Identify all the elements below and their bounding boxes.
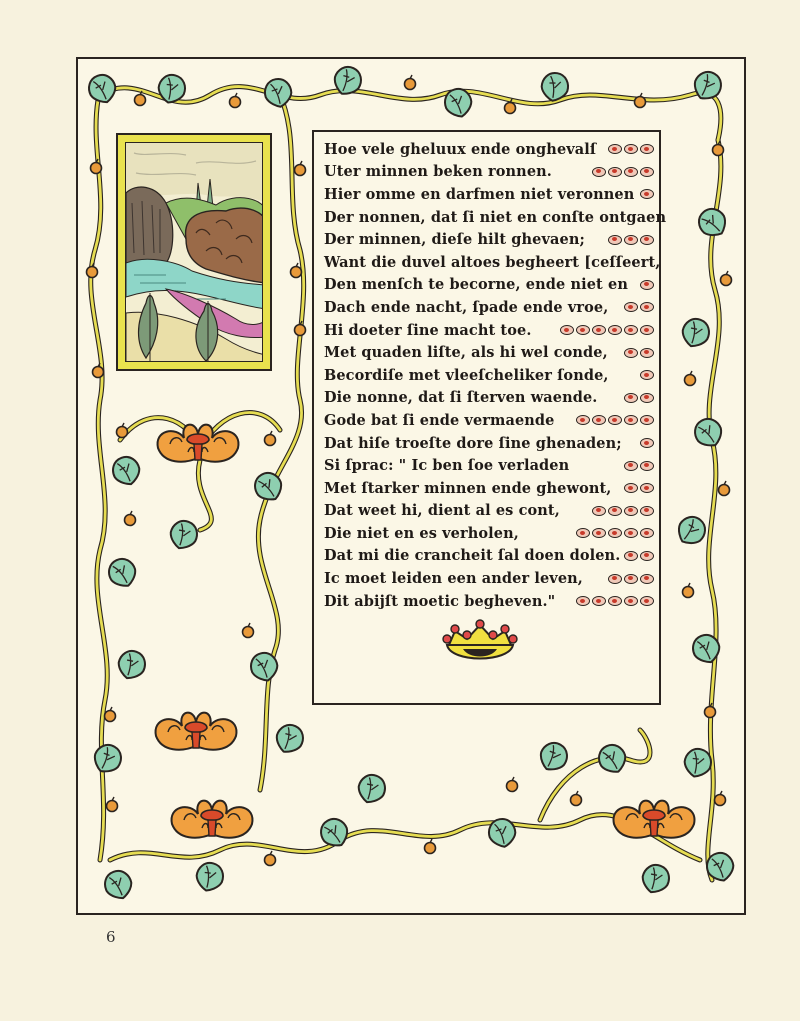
line-filler (620, 551, 654, 561)
eye-ornament-icon (624, 393, 638, 403)
eye-ornament-icon (640, 574, 654, 584)
verse-text: Die niet en es verholen, (324, 524, 519, 542)
verse-text: Met quaden liſte, als hi wel conde, (324, 344, 608, 362)
line-filler (560, 506, 654, 516)
eye-ornament-icon (624, 551, 638, 561)
eye-ornament-icon (608, 574, 622, 584)
eye-ornament-icon (592, 167, 606, 177)
eye-ornament-icon (592, 596, 606, 606)
line-filler (596, 144, 654, 154)
verse-line (324, 296, 654, 319)
verse-line (324, 409, 654, 432)
eye-ornament-icon (592, 325, 606, 335)
verse-line (324, 183, 654, 206)
eye-ornament-icon (592, 528, 606, 538)
verse-text: Dach ende nacht, ſpade ende vroe, (324, 298, 609, 316)
line-filler (531, 325, 654, 335)
verse-text: Uter minnen beken ronnen. (324, 163, 552, 181)
eye-ornament-icon (592, 415, 606, 425)
poem-text-frame (312, 130, 667, 705)
eye-ornament-icon (608, 415, 622, 425)
eye-ornament-icon (576, 325, 590, 335)
verse-line (324, 138, 654, 161)
eye-ornament-icon (640, 415, 654, 425)
eye-ornament-icon (624, 235, 638, 245)
verse-text: Ic moet leiden een ander leven, (324, 570, 583, 588)
eye-ornament-icon (608, 596, 622, 606)
eye-ornament-icon (640, 393, 654, 403)
eye-ornament-icon (576, 528, 590, 538)
verse-text: Dat hiſe troeſte dore ſine ghenaden; (324, 434, 622, 452)
eye-ornament-icon (608, 506, 622, 516)
crown-icon (441, 619, 519, 665)
eye-ornament-icon (624, 167, 638, 177)
eye-ornament-icon (640, 461, 654, 471)
line-filler (519, 528, 654, 538)
verse-line (324, 274, 654, 297)
verse-text: Dit abijſt moetic begheven." (324, 592, 556, 610)
eye-ornament-icon (640, 144, 654, 154)
eye-ornament-icon (640, 302, 654, 312)
eye-ornament-icon (608, 325, 622, 335)
eye-ornament-icon (640, 370, 654, 380)
verse-line (324, 590, 654, 613)
verse-text: Dat mi die crancheit ſal doen dolen. (324, 547, 621, 565)
verse-text: Met ſtarker minnen ende ghewont, (324, 479, 612, 497)
eye-ornament-icon (640, 596, 654, 606)
eye-ornament-icon (640, 483, 654, 493)
poem-verses (324, 138, 667, 612)
eye-ornament-icon (560, 325, 574, 335)
line-filler (569, 461, 654, 471)
landscape-with-cypress-trees-icon (126, 143, 263, 362)
eye-ornament-icon (608, 167, 622, 177)
verse-text: Der minnen, dieſe hilt ghevaen; (324, 231, 585, 249)
eye-ornament-icon (624, 415, 638, 425)
verse-line (324, 206, 667, 229)
verse-line (324, 319, 654, 342)
verse-line (324, 251, 661, 274)
line-filler (628, 280, 654, 290)
verse-line (324, 500, 654, 523)
verse-line (324, 341, 654, 364)
line-filler (554, 415, 654, 425)
eye-ornament-icon (624, 348, 638, 358)
eye-ornament-icon (624, 483, 638, 493)
verse-text: Dat weet hi, dient al es cont, (324, 502, 560, 520)
eye-ornament-icon (624, 144, 638, 154)
line-filler (552, 167, 654, 177)
eye-ornament-icon (640, 325, 654, 335)
line-filler (611, 483, 654, 493)
verse-text: Der nonnen, dat ſi niet en conſte ontgaen (324, 208, 667, 226)
verse-line (324, 432, 654, 455)
verse-line (324, 161, 654, 184)
verse-text: Si ſprac: " Ic ben ſoe verladen (324, 457, 570, 475)
verse-text: Hi doeter ſine macht toe. (324, 321, 532, 339)
verse-text: Hier omme en darfmen niet veronnen (324, 185, 635, 203)
verse-text: Gode bat ſi ende vermaende (324, 411, 555, 429)
eye-ornament-icon (624, 574, 638, 584)
line-filler (585, 235, 654, 245)
line-filler (583, 574, 654, 584)
eye-ornament-icon (576, 415, 590, 425)
verse-text: Becordiſe met vleeſcheliker ſonde, (324, 366, 609, 384)
illustration-frame (116, 133, 272, 371)
line-filler (608, 348, 654, 358)
verse-line (324, 387, 654, 410)
line-filler (597, 393, 654, 403)
eye-ornament-icon (592, 506, 606, 516)
verse-line (324, 545, 654, 568)
verse-line (324, 454, 654, 477)
eye-ornament-icon (608, 528, 622, 538)
eye-ornament-icon (640, 528, 654, 538)
line-filler (555, 596, 654, 606)
page-number: 6 (106, 928, 116, 946)
verse-line (324, 228, 654, 251)
eye-ornament-icon (624, 528, 638, 538)
verse-text: Die nonne, dat ſi ſterven waende. (324, 389, 598, 407)
eye-ornament-icon (640, 235, 654, 245)
verse-line (324, 477, 654, 500)
eye-ornament-icon (640, 348, 654, 358)
eye-ornament-icon (640, 438, 654, 448)
eye-ornament-icon (624, 302, 638, 312)
line-filler (609, 370, 654, 380)
eye-ornament-icon (640, 167, 654, 177)
verse-line (324, 522, 654, 545)
verse-text: Den menſch te becorne, ende niet en (324, 276, 628, 294)
line-filler (634, 189, 654, 199)
line-filler (622, 438, 654, 448)
eye-ornament-icon (640, 551, 654, 561)
eye-ornament-icon (640, 506, 654, 516)
line-filler (608, 302, 654, 312)
eye-ornament-icon (640, 189, 654, 199)
eye-ornament-icon (624, 461, 638, 471)
eye-ornament-icon (576, 596, 590, 606)
verse-line (324, 364, 654, 387)
eye-ornament-icon (624, 596, 638, 606)
eye-ornament-icon (624, 325, 638, 335)
eye-ornament-icon (608, 235, 622, 245)
verse-text: Hoe vele gheluux ende onghevalſ (324, 140, 597, 158)
verse-line (324, 567, 654, 590)
eye-ornament-icon (640, 280, 654, 290)
verse-text: Want die duvel altoes begheert [ceſſeert, (324, 253, 661, 271)
eye-ornament-icon (624, 506, 638, 516)
eye-ornament-icon (608, 144, 622, 154)
landscape-illustration (125, 142, 263, 362)
